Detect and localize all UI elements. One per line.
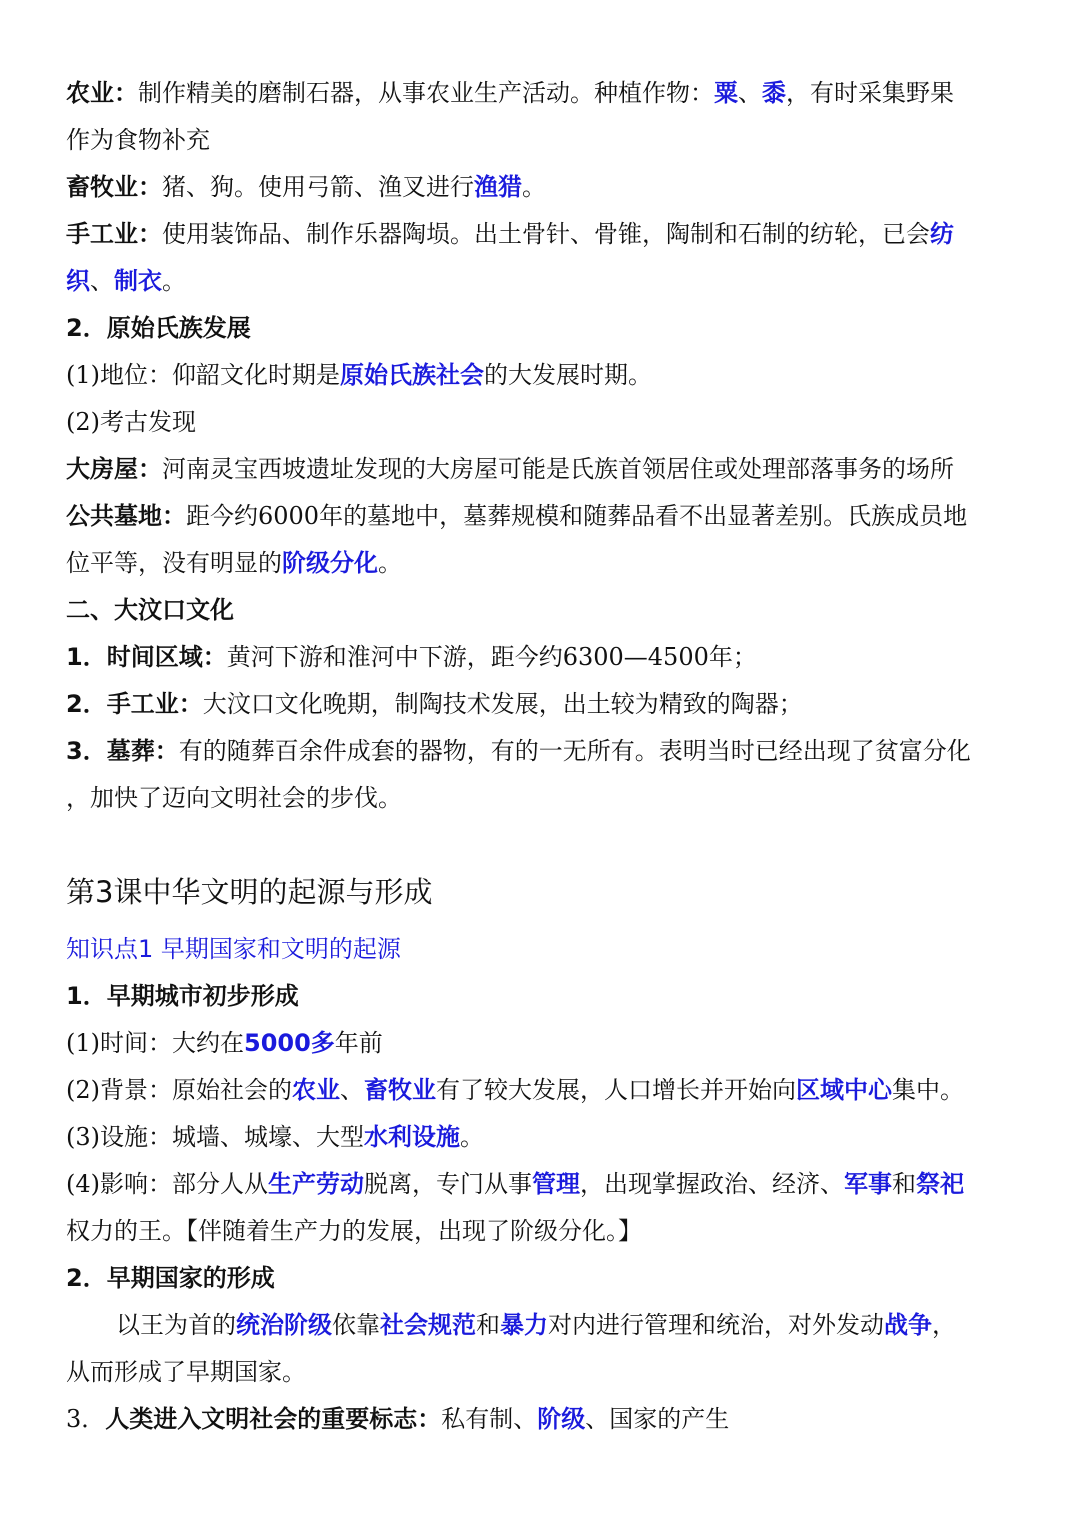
burial-line-2 — [66, 775, 1018, 822]
section-heading-dawenkou: 二、大汶口文化 — [66, 596, 234, 624]
text: 作为食物补充 — [66, 126, 210, 154]
text: 、 — [340, 1076, 364, 1104]
text: 权力的王。【伴随着生产力的发展，出现了阶级分化。】 — [66, 1217, 642, 1245]
text: 黄河下游和淮河中下游，距今约6300—4500年； — [226, 643, 757, 671]
big-house-line — [66, 446, 1018, 493]
text: 脱离，专门从事 — [364, 1170, 532, 1198]
text: 。 — [522, 173, 546, 201]
section-heading-cities: 1．早期城市初步形成 — [66, 982, 299, 1010]
state-line-2 — [66, 1349, 1018, 1396]
keyword: 畜牧业 — [364, 1076, 436, 1104]
text: (4)影响：部分人从 — [66, 1170, 268, 1198]
keyword: 暴力 — [500, 1311, 548, 1339]
keyword: 管理 — [532, 1170, 580, 1198]
text: 。 — [378, 549, 402, 577]
text: (2)背景：原始社会的 — [66, 1076, 292, 1104]
keyword: 制衣 — [114, 267, 162, 295]
big-house-label: 大房屋： — [66, 455, 162, 483]
keyword: 区域中心 — [796, 1076, 892, 1104]
dawenkou-handicraft-label: 2．手工业： — [66, 690, 203, 718]
text: ， — [932, 1311, 956, 1339]
text: ，加快了迈向文明社会的步伐。 — [66, 784, 402, 812]
section-heading-state: 2．早期国家的形成 — [66, 1264, 275, 1292]
husbandry-label: 畜牧业： — [66, 173, 162, 201]
text: 制作精美的磨制石器，从事农业生产活动。种植作物： — [138, 79, 714, 107]
state-line-1 — [66, 1302, 1018, 1349]
time-region-label: 1．时间区域： — [66, 643, 227, 671]
text: 。 — [162, 267, 186, 295]
text: 位平等，没有明显的 — [66, 549, 282, 577]
civilization-marks-line — [66, 1396, 1018, 1443]
text: 、 — [738, 79, 762, 107]
text: 私有制、 — [441, 1405, 538, 1433]
text: 距今约6000年的墓地中，墓葬规模和随葬品看不出显著差别。氏族成员地 — [186, 502, 968, 530]
keyword: 军事 — [844, 1170, 892, 1198]
agriculture-label: 农业： — [66, 79, 138, 107]
keyword: 祭祀 — [916, 1170, 964, 1198]
agriculture-line-1 — [66, 70, 1018, 117]
text: 有的随葬百余件成套的器物，有的一无所有。表明当时已经出现了贫富分化 — [178, 737, 971, 765]
keyword: 战争 — [884, 1311, 932, 1339]
text: 3． — [66, 1405, 106, 1433]
handicraft-label: 手工业： — [66, 220, 162, 248]
keyword: 5000多 — [244, 1029, 335, 1057]
city-facilities-line — [66, 1114, 1018, 1161]
keyword: 水利设施 — [364, 1123, 460, 1151]
civilization-marks-label: 人类进入文明社会的重要标志： — [105, 1405, 442, 1433]
text: 对内进行管理和统治，对外发动 — [548, 1311, 884, 1339]
text: ，有时采集野果 — [786, 79, 954, 107]
keyword: 阶级分化 — [282, 549, 378, 577]
status-line — [66, 352, 1018, 399]
text: 猪、狗。使用弓箭、渔叉进行 — [162, 173, 474, 201]
dawenkou-handicraft-line — [66, 681, 1018, 728]
text: 集中。 — [892, 1076, 964, 1104]
city-background-line — [66, 1067, 1018, 1114]
keyword: 阶级 — [537, 1405, 586, 1433]
text: (1)时间：大约在 — [66, 1029, 244, 1057]
keyword: 统治阶级 — [236, 1311, 332, 1339]
text: 的大发展时期。 — [484, 361, 652, 389]
city-time-line — [66, 1020, 1018, 1067]
text: 以王为首的 — [116, 1311, 236, 1339]
burial-line-1 — [66, 728, 1018, 775]
text: 、 — [90, 267, 114, 295]
keyword: 生产劳动 — [268, 1170, 364, 1198]
knowledge-point-title: 知识点1 早期国家和文明的起源 — [66, 935, 401, 963]
agriculture-line-2 — [66, 117, 1018, 164]
text: 有了较大发展，人口增长并开始向 — [436, 1076, 796, 1104]
document-page — [66, 70, 1018, 1443]
cemetery-line-1 — [66, 493, 1018, 540]
lesson-title: 第3课中华文明的起源与形成 — [66, 875, 433, 909]
city-impact-line-1 — [66, 1161, 1018, 1208]
text: 。 — [460, 1123, 484, 1151]
keyword: 农业 — [292, 1076, 340, 1104]
text: 使用装饰品、制作乐器陶埙。出土骨针、骨锥，陶制和石制的纺轮，已会 — [162, 220, 930, 248]
handicraft-line-2 — [66, 258, 1018, 305]
keyword: 织 — [66, 267, 90, 295]
time-region-line — [66, 634, 1018, 681]
text: (1)地位：仰韶文化时期是 — [66, 361, 340, 389]
burial-label: 3．墓葬： — [66, 737, 179, 765]
handicraft-line-1 — [66, 211, 1018, 258]
text: 河南灵宝西坡遗址发现的大房屋可能是氏族首领居住或处理部落事务的场所 — [162, 455, 954, 483]
cemetery-line-2 — [66, 540, 1018, 587]
keyword: 黍 — [762, 79, 786, 107]
text: 年前 — [334, 1029, 383, 1057]
husbandry-line — [66, 164, 1018, 211]
text: 和 — [476, 1311, 500, 1339]
keyword: 渔猎 — [474, 173, 522, 201]
section-heading-clan: 2．原始氏族发展 — [66, 314, 251, 342]
archaeology-line: (2)考古发现 — [66, 408, 196, 436]
text: 和 — [892, 1170, 916, 1198]
text: ，出现掌握政治、经济、 — [580, 1170, 844, 1198]
keyword: 粟 — [714, 79, 738, 107]
keyword: 原始氏族社会 — [340, 361, 484, 389]
keyword: 纺 — [930, 220, 954, 248]
text: (3)设施：城墙、城壕、大型 — [66, 1123, 364, 1151]
text: 从而形成了早期国家。 — [66, 1358, 306, 1386]
text: 依靠 — [332, 1311, 380, 1339]
text: 大汶口文化晚期，制陶技术发展，出土较为精致的陶器； — [202, 690, 803, 718]
cemetery-label: 公共墓地： — [66, 502, 186, 530]
keyword: 社会规范 — [380, 1311, 476, 1339]
text: 、国家的产生 — [585, 1405, 730, 1433]
city-impact-line-2 — [66, 1208, 1018, 1255]
